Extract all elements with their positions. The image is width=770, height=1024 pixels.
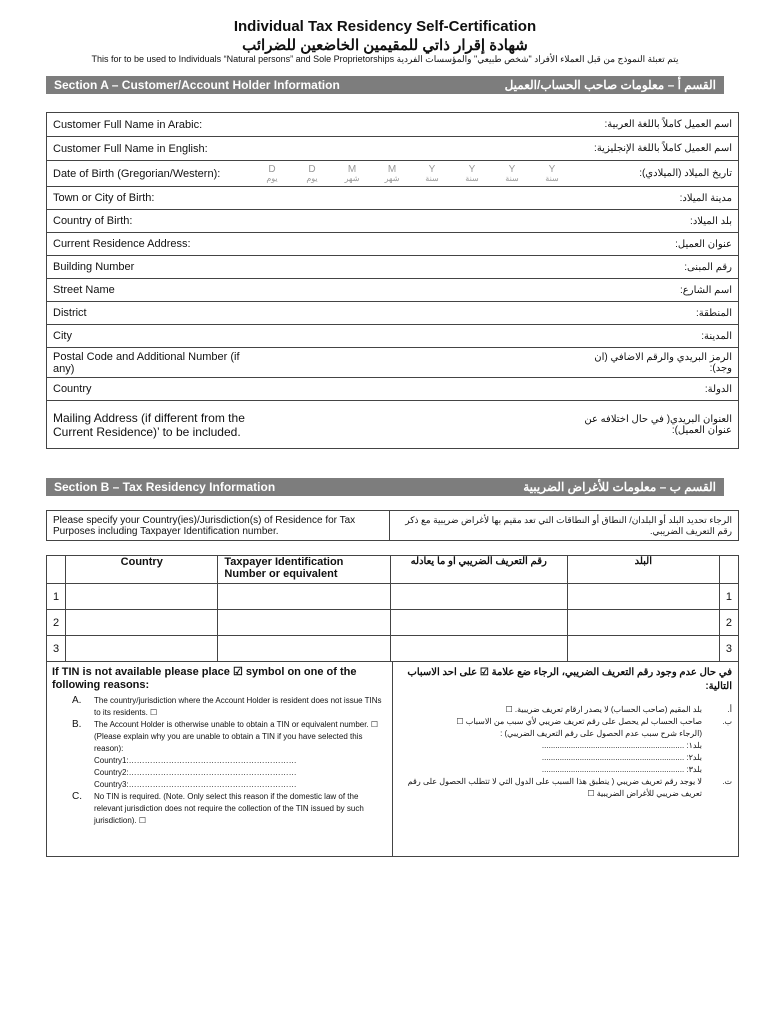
row-number: 1: [47, 584, 66, 610]
field-label: Current Residence Address:: [53, 238, 191, 250]
field-label-arabic: عنوان العميل:: [576, 233, 739, 256]
tin-row: [47, 584, 739, 610]
field-label-arabic: اسم الشارع:: [576, 279, 739, 302]
field-label-arabic: اسم العميل كاملاً باللغة الإنجليزية:: [576, 137, 739, 161]
field-label-arabic: مدينة الميلاد:: [576, 187, 739, 210]
section-a-header: [46, 76, 724, 94]
field-label: District: [53, 307, 87, 319]
dob-digit-box[interactable]: Y سنة: [465, 163, 479, 183]
customer-info-table: [46, 112, 739, 449]
dob-digit-box[interactable]: Y سنة: [425, 163, 439, 183]
country-cell[interactable]: [66, 584, 218, 610]
row-number: 2: [47, 610, 66, 636]
country2-field[interactable]: Country2:………………………………………………………: [94, 768, 297, 777]
field-input[interactable]: [252, 210, 576, 233]
tin-reasons-box: [46, 661, 739, 857]
country1-field[interactable]: Country1:………………………………………………………: [94, 756, 297, 765]
reason-b-explanation: (Please explain why you are unable to obtain a TIN if you have selected this reason):: [94, 732, 363, 753]
tin-cell[interactable]: [218, 636, 390, 662]
customer-info-row: [47, 137, 739, 161]
form-title-arabic: شهادة إقرار ذاتي للمقيمين الخاضعين للضرائب: [242, 37, 528, 54]
field-label: Date of Birth (Gregorian/Western):: [53, 167, 221, 180]
reasons-heading-arabic: في حال عدم وجود رقم التعريف الضريبي، الرجاء ضع علامة ☑ على احد الاسباب التالية:: [407, 667, 732, 692]
field-label: Street Name: [53, 284, 115, 296]
tin-row: [47, 610, 739, 636]
reasons-heading: If TIN is not available please place ☑ symbol on one of the following reasons:: [52, 666, 357, 691]
field-label: Postal Code and Additional Number (if any): [53, 350, 240, 375]
dob-digit-box[interactable]: M شهر: [384, 163, 400, 183]
country-column-header: Country: [66, 556, 218, 584]
reason-a[interactable]: A. The country/jurisdiction where the Account Holder is resident does not issue TINs to its residents. ☐: [72, 695, 382, 717]
tax-residency-intro: [46, 510, 739, 541]
customer-info-row: [47, 187, 739, 210]
field-label-arabic: المنطقة:: [576, 302, 739, 325]
field-input[interactable]: [252, 137, 576, 161]
field-input[interactable]: [252, 279, 576, 302]
section-b-title: Section B – Tax Residency Information: [54, 480, 276, 494]
field-label-arabic: رقم المبنى:: [576, 256, 739, 279]
country-cell[interactable]: [66, 636, 218, 662]
field-label-arabic: تاريخ الميلاد (الميلادي):: [576, 161, 739, 187]
customer-info-row: [47, 378, 739, 401]
tin-table: [46, 555, 739, 662]
tin-column-header-arabic: رقم التعريف الضريبي او ما يعادله: [390, 556, 567, 584]
row-number: 1: [719, 584, 738, 610]
dob-digit-box[interactable]: Y سنة: [505, 163, 519, 183]
customer-info-row: [47, 348, 739, 378]
reason-b[interactable]: B. The Account Holder is otherwise unable to obtain a TIN or equivalent number. ☐ (Please explain why you are unable to obtain a TIN if you have selected this reason): Country1:……………………………………………………… Country2:……………………………………………………… Country3:………………………………………………………: [72, 719, 379, 789]
field-input[interactable]: [252, 187, 576, 210]
field-label: Mailing Address (if different from the Current Residence)’ to be included.: [53, 410, 245, 439]
row-number: 3: [47, 636, 66, 662]
customer-info-row: [47, 279, 739, 302]
intro-english: Please specify your Country(ies)/Jurisdiction(s) of Residence for Tax Purposes including Taxpayer Identification number.: [47, 511, 390, 541]
section-a-title-arabic: القسم أ – معلومات صاحب الحساب/العميل: [504, 78, 716, 92]
country1-field-arabic[interactable]: بلد١: ................................................................: [541, 741, 702, 750]
section-a-title: Section A – Customer/Account Holder Information: [54, 78, 340, 92]
tin-cell-arabic[interactable]: [390, 610, 567, 636]
dob-digit-box[interactable]: Y سنة: [545, 163, 559, 183]
form-title: Individual Tax Residency Self-Certification: [233, 18, 537, 35]
customer-info-row: [47, 161, 739, 187]
country-cell[interactable]: [66, 610, 218, 636]
field-label-arabic: العنوان البريدي( في حال اختلافه عن عنوان العميل):: [576, 401, 739, 449]
field-input[interactable]: [252, 113, 576, 137]
row-number: 3: [719, 636, 738, 662]
dob-digit-box[interactable]: D يوم: [266, 163, 278, 183]
country-cell-arabic[interactable]: [567, 610, 719, 636]
reason-c-arabic[interactable]: ت. لا يوجد رقم تعريف ضريبي ( ينطبق هذا السبب على الدول التي لا تتطلب الحصول على رقم تعريف ضريبي للأغراض الضريبية ☐: [407, 777, 732, 798]
field-input[interactable]: [252, 348, 576, 378]
customer-info-row: [47, 113, 739, 137]
reason-b-arabic[interactable]: ب. صاحب الحساب لم يحصل على رقم تعريف ضريبي لأي سبب من الاسباب ☐ (الرجاء شرح سبب عدم الحصول على رقم التعريف الضريبي) : بلد١: ................................................................ بلد٢: ................................................................ بلد٣: ................................................................: [456, 717, 732, 774]
field-label: Country of Birth:: [53, 215, 133, 227]
reason-c[interactable]: C. No TIN is required. (Note. Only select this reason if the domestic law of the relevant jurisdiction does not require the collection of the TIN issued by such jurisdiction). ☐: [72, 791, 364, 825]
tin-cell[interactable]: [218, 584, 390, 610]
field-label-arabic: الدولة:: [576, 378, 739, 401]
tin-cell-arabic[interactable]: [390, 636, 567, 662]
section-b-title-arabic: القسم ب – معلومات للأغراض الضريبية: [523, 480, 716, 494]
tin-cell[interactable]: [218, 610, 390, 636]
row-number: 2: [719, 610, 738, 636]
field-label-arabic: بلد الميلاد:: [576, 210, 739, 233]
field-label: Country: [53, 383, 92, 395]
field-label-arabic: اسم العميل كاملاً باللغة العربية:: [576, 113, 739, 137]
field-input[interactable]: [252, 302, 576, 325]
customer-info-row: [47, 401, 739, 449]
dob-digit-box[interactable]: M شهر: [344, 163, 360, 183]
field-input[interactable]: [252, 401, 576, 449]
reason-a-arabic[interactable]: أ. بلد المقيم (صاحب الحساب) لا يصدر ارقام تعريف ضريبية. ☐: [505, 705, 732, 714]
field-label: Customer Full Name in English:: [53, 142, 208, 155]
tin-column-header: Taxpayer Identification Number or equivalent: [218, 556, 390, 584]
field-input[interactable]: [252, 256, 576, 279]
intro-arabic: الرجاء تحديد البلد أو البلدان/ النطاق أو النطاقات التي تعد مقيم بها لأغراض ضريبية مع ذكر رقم التعريف الضريبي.: [390, 511, 739, 541]
country-cell-arabic[interactable]: [567, 584, 719, 610]
field-input[interactable]: [252, 161, 576, 187]
customer-info-row: [47, 210, 739, 233]
field-label: Customer Full Name in Arabic:: [53, 118, 203, 131]
customer-info-row: [47, 302, 739, 325]
form-subtitle: This for to be used to Individuals “Natural persons” and Sole Proprietorships يتم تعبئة النموذج من قبل العملاء الأفراد "شخص طبيعي" والمؤسسات الفردية: [91, 54, 679, 64]
tin-cell-arabic[interactable]: [390, 584, 567, 610]
dob-digit-box[interactable]: D يوم: [306, 163, 318, 183]
country-cell-arabic[interactable]: [567, 636, 719, 662]
customer-info-row: [47, 256, 739, 279]
section-b-header: [46, 478, 724, 496]
country2-field-arabic[interactable]: بلد٢: ................................................................: [541, 753, 702, 762]
field-label-arabic: المدينة:: [576, 325, 739, 348]
country3-field-arabic[interactable]: بلد٣: ................................................................: [541, 765, 702, 774]
field-input[interactable]: [252, 325, 576, 348]
field-input[interactable]: [252, 233, 576, 256]
customer-info-row: [47, 233, 739, 256]
country-column-header-arabic: البلد: [567, 556, 719, 584]
field-label-arabic: الرمز البريدي والرقم الاضافي (ان وجد):: [576, 348, 739, 378]
tin-row: [47, 636, 739, 662]
field-input[interactable]: [252, 378, 576, 401]
customer-info-row: [47, 325, 739, 348]
country3-field[interactable]: Country3:………………………………………………………: [94, 780, 297, 789]
field-label: City: [53, 330, 72, 342]
field-label: Town or City of Birth:: [53, 192, 155, 204]
field-label: Building Number: [53, 261, 135, 273]
